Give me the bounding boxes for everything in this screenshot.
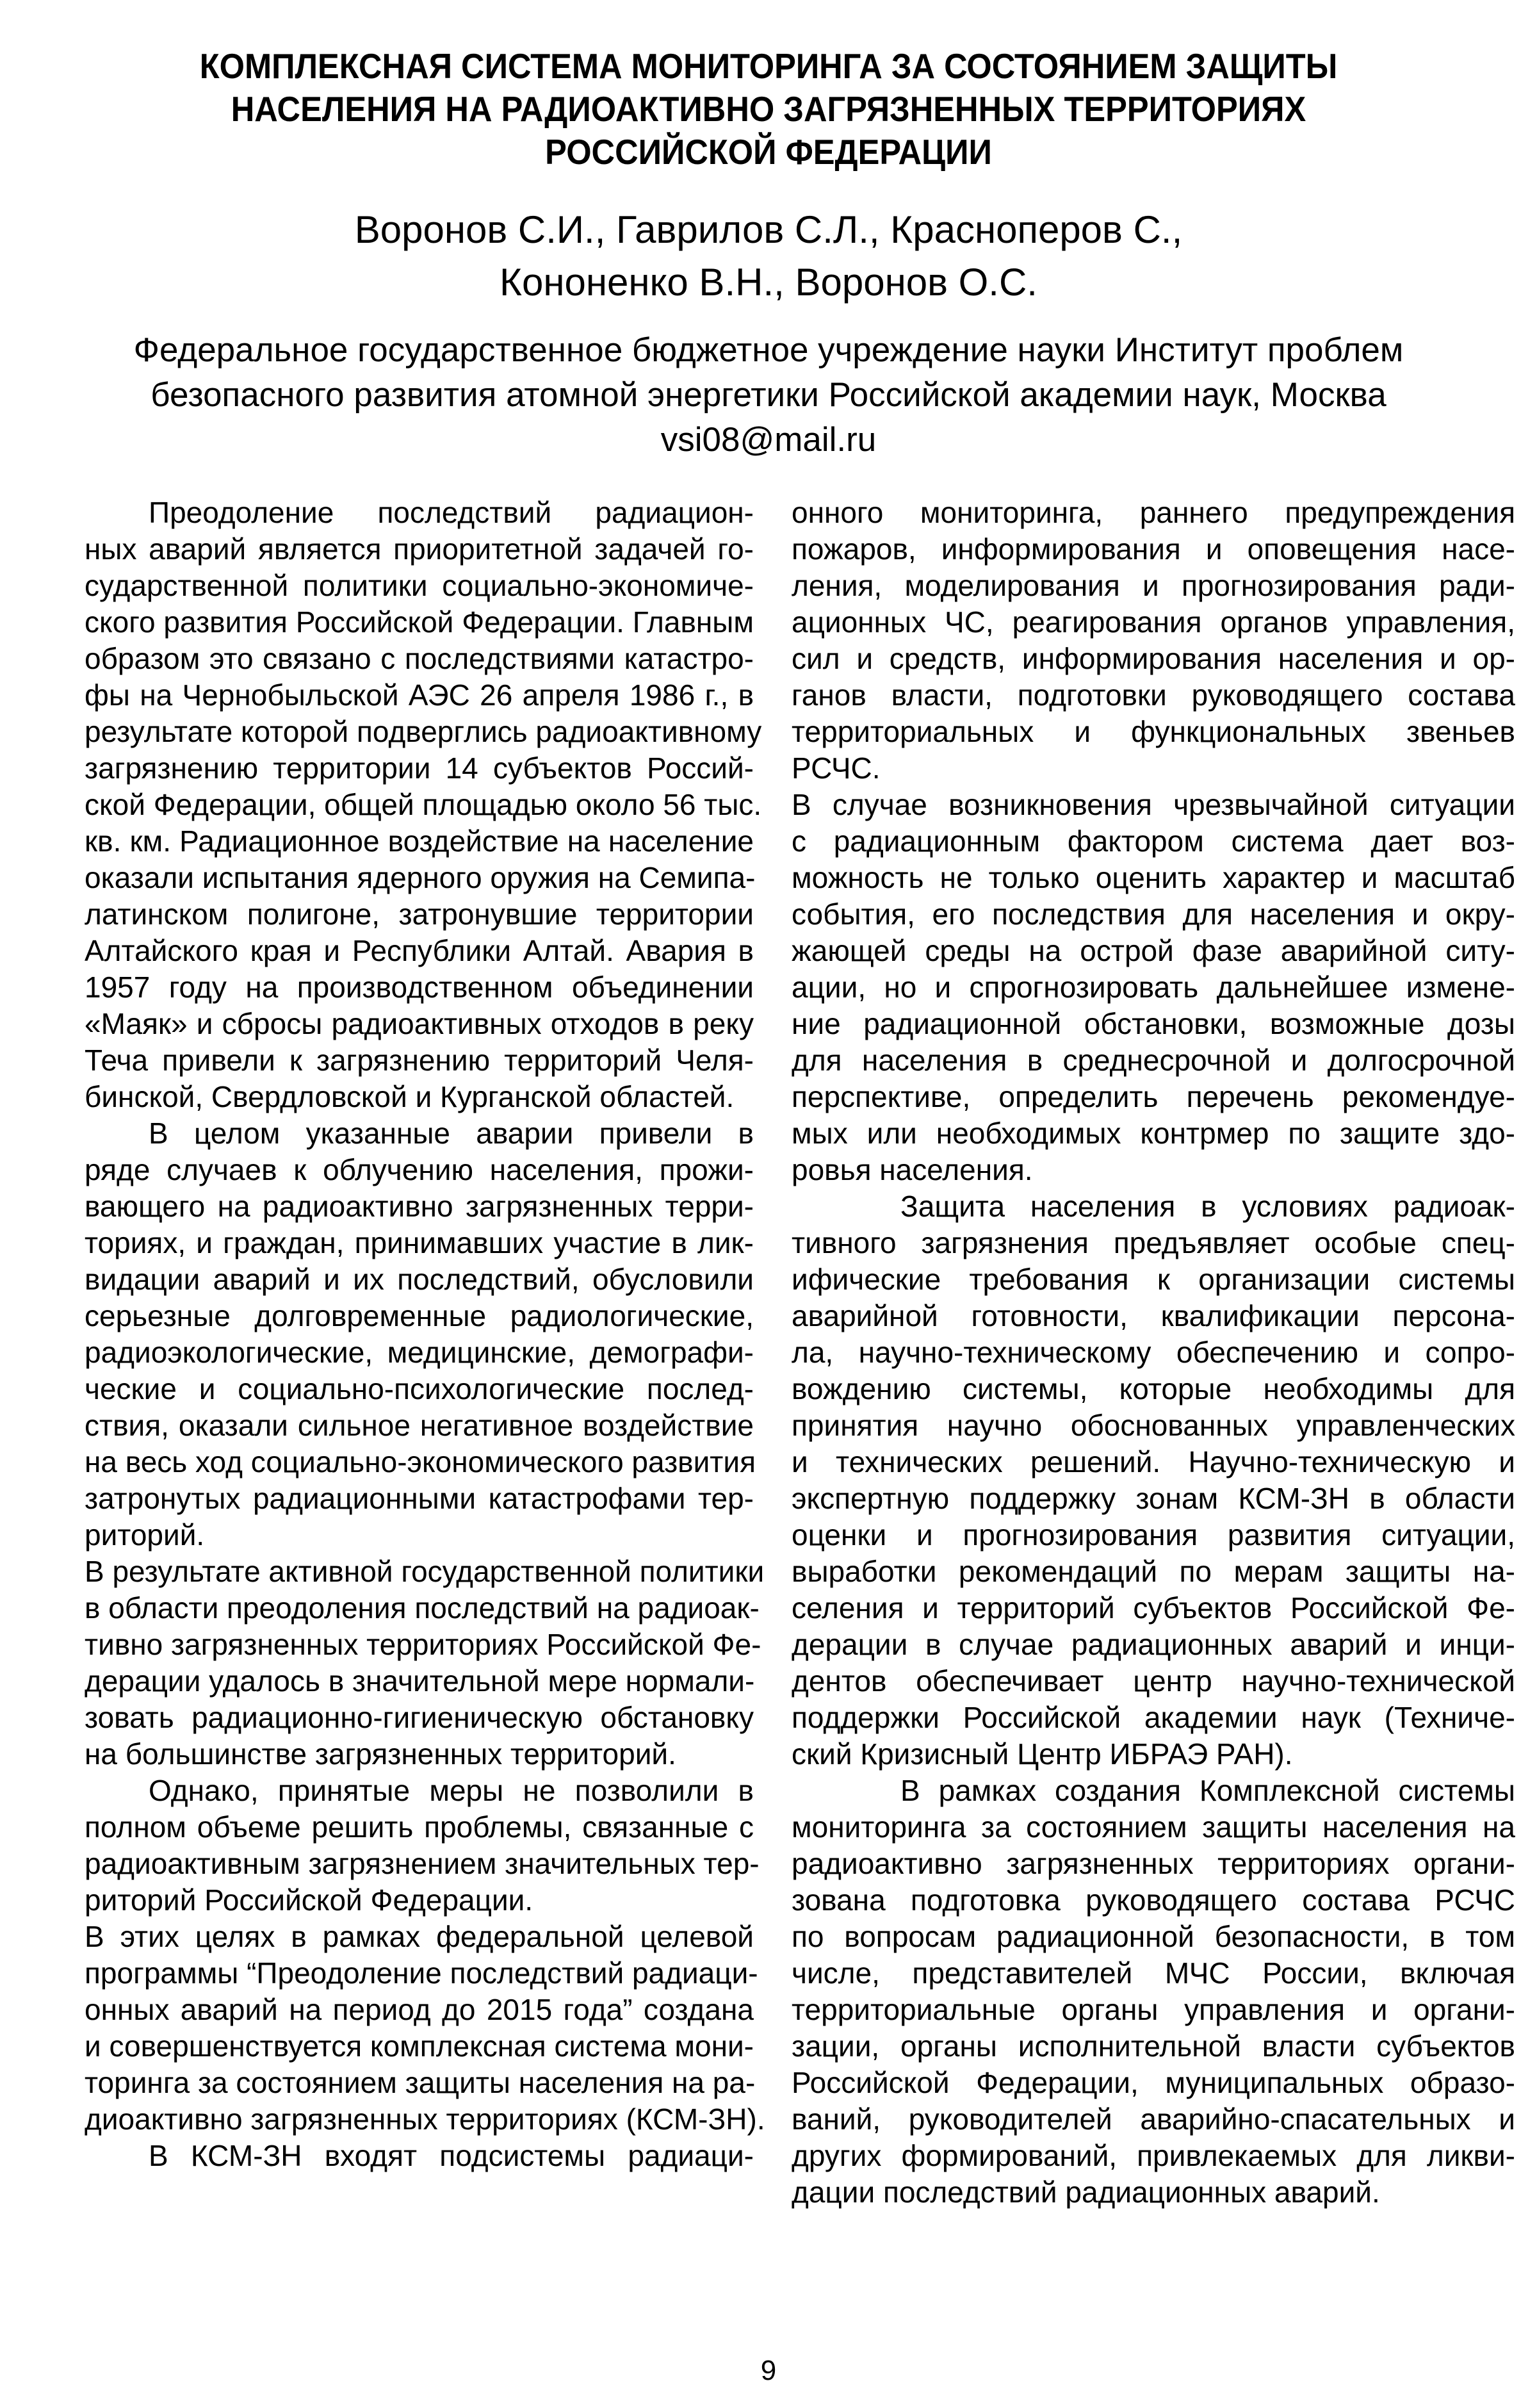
text-line: В КСМ-ЗН входят подсистемы радиаци- [149, 2139, 754, 2172]
text-line: ла, научно-техническому обеспечению и сопро- [792, 1336, 1515, 1369]
title-line: РОССИЙСКОЙ ФЕДЕРАЦИИ [545, 132, 992, 172]
text-line: территориальные органы управления и органи- [792, 1993, 1515, 2026]
text-line: дентов обеспечивает центр научно-технической [792, 1664, 1515, 1698]
text-line: ровья населения. [792, 1153, 1033, 1186]
text-line: мониторинга за состоянием защиты населения на [792, 1810, 1515, 1844]
text-line: сударственной политики социально-экономиче- [85, 569, 754, 602]
paragraph [85, 1919, 765, 2138]
text-line: принятия научно обоснованных управленческих [792, 1409, 1515, 1442]
text-line: риторий. [85, 1518, 205, 1552]
title-line: НАСЕЛЕНИЯ НА РАДИОАКТИВНО ЗАГРЯЗНЕННЫХ ТЕРРИТОРИЯХ [231, 89, 1306, 129]
paragraph [792, 787, 1515, 1188]
text-line: В рамках создания Комплексной системы [900, 1774, 1515, 1807]
paragraph [792, 1773, 1515, 2211]
text-line: ториях, и граждан, принимавших участие в лик- [85, 1226, 754, 1259]
text-line: тивного загрязнения предъявляет особые спец- [792, 1226, 1515, 1259]
text-line: вающего на радиоактивно загрязненных терри- [85, 1190, 754, 1223]
text-line: и технических решений. Научно-техническую и [792, 1445, 1515, 1478]
paragraph [85, 1115, 754, 1553]
text-line: ский Кризисный Центр ИБРАЭ РАН). [792, 1737, 1293, 1771]
text-line: серьезные долговременные радиологические, [85, 1299, 754, 1332]
text-line: Преодоление последствий радиацион- [149, 496, 754, 529]
text-line: «Маяк» и сбросы радиоактивных отходов в реку [85, 1007, 754, 1040]
text-line: радиоэкологические, медицинские, демографи- [85, 1336, 754, 1369]
text-line: на большинстве загрязненных территорий. [85, 1737, 676, 1771]
text-line: дерации удалось в значительной мере нормали- [85, 1664, 755, 1698]
text-line: полном объеме решить проблемы, связанные с [85, 1810, 754, 1844]
page-number: 9 [760, 2355, 777, 2386]
text-line: события, его последствия для населения и окру- [792, 897, 1515, 931]
text-line: Алтайского края и Республики Алтай. Авария в [85, 934, 754, 967]
text-line: ганов власти, подготовки руководящего состава [792, 678, 1515, 712]
text-line: зована подготовка руководящего состава РСЧС [792, 1883, 1515, 1917]
text-line: риторий Российской Федерации. [85, 1883, 533, 1917]
text-line: образом это связано с последствиями катастро- [85, 642, 754, 675]
text-line: результате которой подверглись радиоактивному [85, 715, 762, 748]
paragraph [792, 495, 1515, 787]
text-line: ской Федерации, общей площадью около 56 тыс. [85, 788, 762, 821]
authors-line: Воронов С.И., Гаврилов С.Л., Красноперов С., [354, 208, 1183, 251]
text-line: по вопросам радиационной безопасности, в том [792, 1920, 1515, 1953]
text-line: селения и территорий субъектов Российской Фе- [792, 1591, 1515, 1625]
text-line: ряде случаев к облучению населения, прожи- [85, 1153, 754, 1186]
text-line: в области преодоления последствий на радиоак- [85, 1591, 760, 1625]
text-line: Теча привели к загрязнению территорий Челя- [85, 1044, 754, 1077]
paper-title [0, 45, 1537, 174]
text-line: радиоактивным загрязнением значительных тер- [85, 1847, 760, 1880]
text-line: оказали испытания ядерного оружия на Семипа- [85, 861, 756, 894]
paragraph [85, 495, 762, 1115]
text-line: для населения в среднесрочной и долгосрочной [792, 1044, 1515, 1077]
email: vsi08@mail.ru [660, 421, 877, 459]
text-line: ского развития Российской Федерации. Главным [85, 605, 754, 639]
text-line: В этих целях в рамках федеральной целевой [85, 1920, 754, 1953]
text-line: мых или необходимых контрмер по защите здо- [792, 1117, 1515, 1150]
paragraph [85, 2138, 754, 2174]
paragraph [792, 1188, 1515, 1773]
body-column-left [85, 495, 765, 2174]
affiliation-line: безопасного развития атомной энергетики Российской академии наук, Москва [150, 376, 1387, 414]
text-line: В целом указанные аварии привели в [149, 1117, 754, 1150]
affiliation-line: Федеральное государственное бюджетное учреждение науки Институт проблем [133, 331, 1404, 369]
text-line: латинском полигоне, затронувшие территории [85, 897, 754, 931]
text-line: онных аварий на период до 2015 года” создана [85, 1993, 754, 2026]
text-line: других формирований, привлекаемых для ликви- [792, 2139, 1515, 2172]
text-line: кв. км. Радиационное воздействие на население [85, 824, 754, 858]
text-line: онного мониторинга, раннего предупреждения [792, 496, 1515, 529]
text-line: ации, но и спрогнозировать дальнейшее измене- [792, 971, 1515, 1004]
text-line: ние радиационной обстановки, возможные дозы [792, 1007, 1515, 1040]
text-line: фы на Чернобыльской АЭС 26 апреля 1986 г., в [85, 678, 754, 712]
text-line: загрязнению территории 14 субъектов Россий- [85, 751, 754, 785]
text-line: сил и средств, информирования населения и ор- [792, 642, 1515, 675]
text-line: вождению системы, которые необходимы для [792, 1372, 1515, 1405]
text-line: и совершенствуется комплексная система мони- [85, 2029, 754, 2063]
paragraph [85, 1553, 765, 1773]
text-line: жающей среды на острой фазе аварийной ситу- [792, 934, 1515, 967]
text-line: видации аварий и их последствий, обусловили [85, 1263, 754, 1296]
paragraph [85, 1773, 760, 1919]
text-line: диоактивно загрязненных территориях (КСМ-ЗН). [85, 2102, 765, 2136]
text-line: тивно загрязненных территориях Российской Фе- [85, 1628, 761, 1661]
text-line: аварийной готовности, квалификации персона- [792, 1299, 1515, 1332]
text-line: с радиационным фактором система дает воз- [792, 824, 1515, 858]
text-line: можность не только оценить характер и масштаб [792, 861, 1515, 894]
text-line: программы “Преодоление последствий радиаци- [85, 1956, 758, 1990]
text-line: Однако, принятые меры не позволили в [149, 1774, 754, 1807]
text-line: ческие и социально-психологические послед- [85, 1372, 754, 1405]
text-line: Российской Федерации, муниципальных образо- [792, 2066, 1515, 2099]
text-line: на весь ход социально-экономического развития [85, 1445, 756, 1478]
text-line: оценки и прогнозирования развития ситуации, [792, 1518, 1515, 1552]
body-column-right [792, 495, 1515, 2211]
text-line: затронутых радиационными катастрофами тер- [85, 1482, 754, 1515]
text-line: ления, моделирования и прогнозирования ради- [792, 569, 1515, 602]
authors-line: Кононенко В.Н., Воронов О.С. [500, 261, 1037, 304]
text-line: 1957 году на производственном объединении [85, 971, 754, 1004]
text-line: территориальных и функциональных звеньев [792, 715, 1515, 748]
text-line: выработки рекомендаций по мерам защиты на- [792, 1555, 1515, 1588]
text-line: ационных ЧС, реагирования органов управления, [792, 605, 1515, 639]
text-line: дации последствий радиационных аварий. [792, 2175, 1380, 2209]
text-line: зации, органы исполнительной власти субъектов [792, 2029, 1515, 2063]
text-line: В результате активной государственной политики [85, 1555, 765, 1588]
text-line: РСЧС. [792, 751, 881, 785]
text-line: Защита населения в условиях радиоак- [900, 1190, 1515, 1223]
text-line: пожаров, информирования и оповещения насе- [792, 532, 1515, 566]
text-line: перспективе, определить перечень рекомендуе- [792, 1080, 1515, 1113]
text-line: радиоактивно загрязненных территориях органи- [792, 1847, 1515, 1880]
text-line: торинга за состоянием защиты населения на ра- [85, 2066, 756, 2099]
text-line: В случае возникновения чрезвычайной ситуации [792, 788, 1515, 821]
text-line: бинской, Свердловской и Курганской областей. [85, 1080, 735, 1113]
text-line: зовать радиационно-гигиеническую обстановку [85, 1701, 754, 1734]
text-line: ствия, оказали сильное негативное воздействие [85, 1409, 754, 1442]
text-line: экспертную поддержку зонам КСМ-ЗН в области [792, 1482, 1515, 1515]
text-line: ифические требования к организации системы [792, 1263, 1515, 1296]
title-line: КОМПЛЕКСНАЯ СИСТЕМА МОНИТОРИНГА ЗА СОСТОЯНИЕМ ЗАЩИТЫ [199, 46, 1338, 86]
text-line: дерации в случае радиационных аварий и инци- [792, 1628, 1515, 1661]
authors [0, 204, 1537, 309]
text-line: поддержки Российской академии наук (Техниче- [792, 1701, 1515, 1734]
text-line: числе, представителей МЧС России, включая [792, 1956, 1515, 1990]
text-line: ваний, руководителей аварийно-спасательных и [792, 2102, 1515, 2136]
text-line: ных аварий является приоритетной задачей го- [85, 532, 754, 566]
affiliation [0, 328, 1537, 463]
